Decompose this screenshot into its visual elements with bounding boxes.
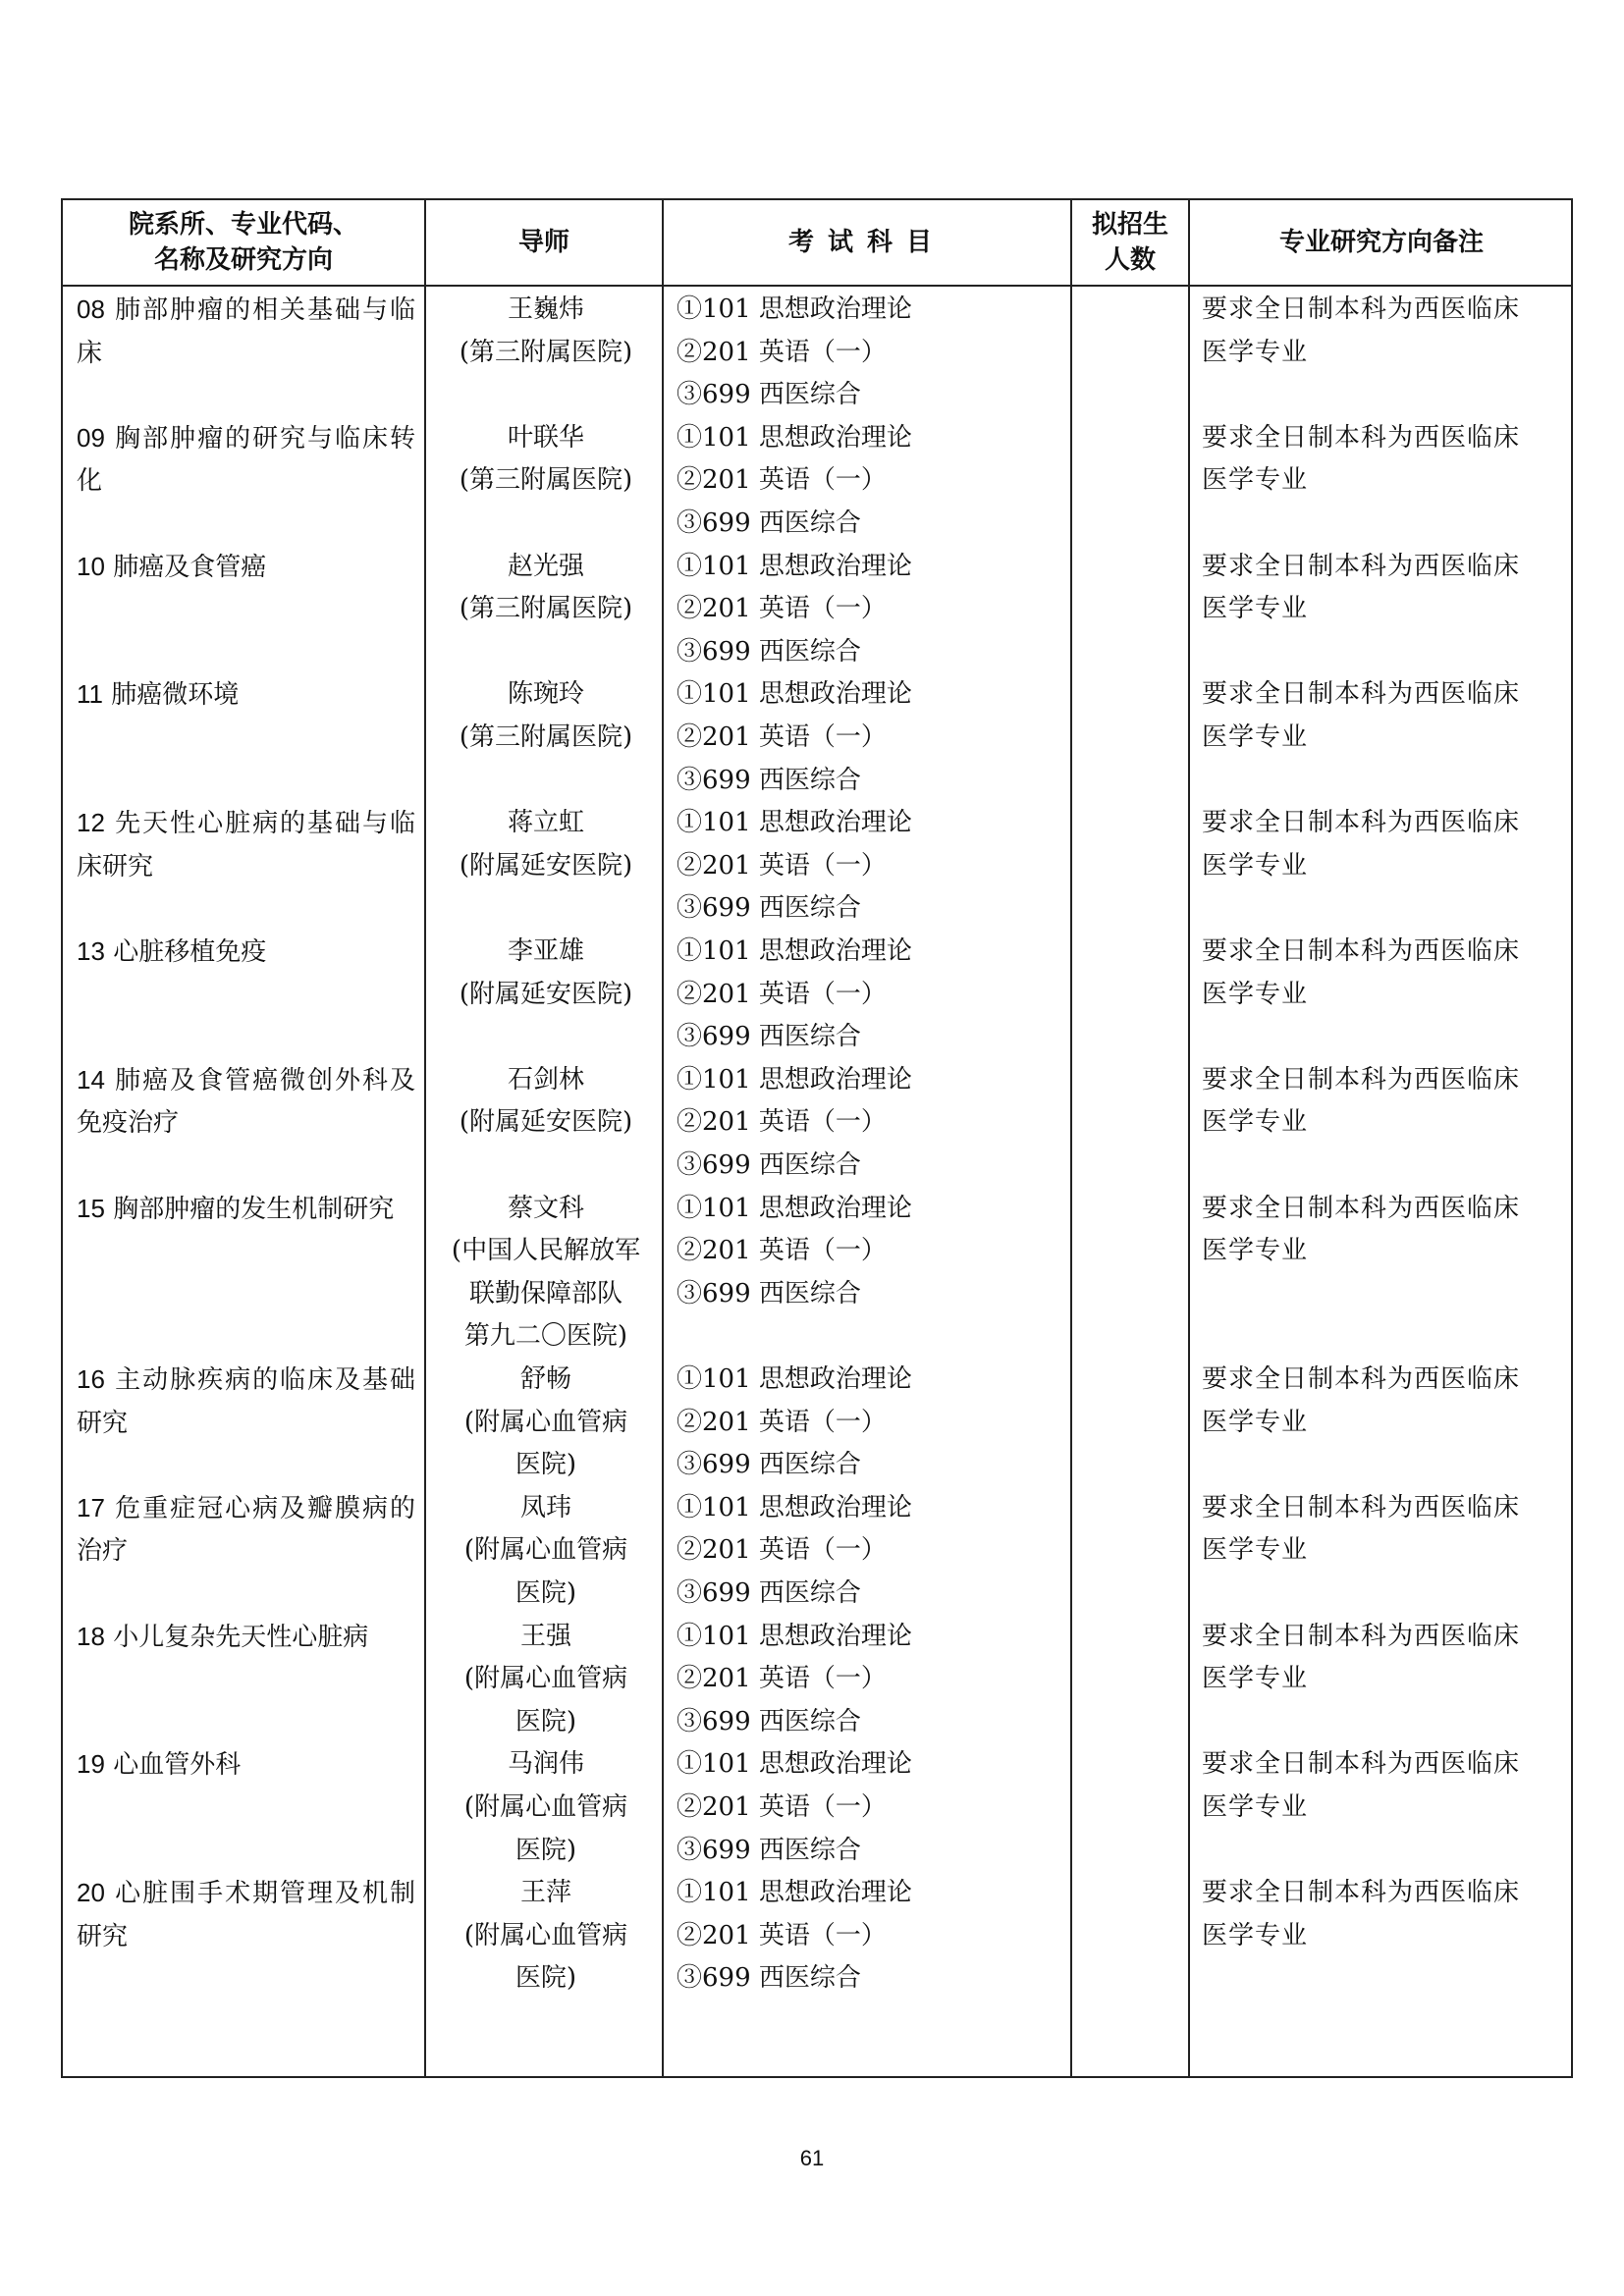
exam-subject: ①101 思想政治理论 [677, 1621, 912, 1651]
direction-code: 11 [77, 679, 103, 710]
exam-subject: ③699 西医综合 [677, 1706, 861, 1736]
page-number: 61 [799, 2146, 825, 2170]
tutor-name: 李亚雄 [507, 936, 584, 966]
exam-subject: ②201 英语（一） [677, 337, 887, 367]
header-quota: 拟招生 人数 [1091, 210, 1168, 275]
exam-subject: ③699 西医综合 [677, 380, 861, 410]
direction-name: 主动脉疾病的临床及基础研究 [77, 1365, 415, 1438]
tutor-affiliation: (附属心血管病 [463, 1407, 628, 1437]
note-line: 要求全日制本科为西医临床 [1202, 679, 1521, 710]
exam-subject: ①101 思想政治理论 [677, 1878, 912, 1908]
note-cell [1202, 931, 1565, 1016]
note-line: 医学专业 [1202, 979, 1309, 1009]
exam-subject: ③699 西医综合 [677, 636, 861, 667]
column-divider [424, 200, 426, 2076]
column-divider [1188, 200, 1190, 2076]
direction-cell [77, 417, 415, 504]
tutor-name: 王萍 [519, 1878, 571, 1908]
note-line: 医学专业 [1202, 1920, 1309, 1950]
note-line: 要求全日制本科为西医临床 [1202, 936, 1521, 966]
direction-name: 肺癌及食管癌微创外科及免疫治疗 [77, 1065, 415, 1139]
exam-subject: ①101 思想政治理论 [677, 1492, 912, 1522]
exam-subject: ②201 英语（一） [677, 1236, 887, 1266]
note-cell [1202, 1059, 1565, 1145]
column-divider [1070, 200, 1072, 2076]
direction-name: 先天性心脏病的基础与临床研究 [77, 809, 415, 881]
header-note: 专业研究方向备注 [1278, 228, 1484, 257]
note-line: 医学专业 [1202, 1664, 1309, 1694]
tutor-cell [428, 417, 664, 503]
exam-subject: ②201 英语（一） [677, 465, 887, 496]
note-line: 医学专业 [1202, 1236, 1309, 1266]
exam-subject: ③699 西医综合 [677, 765, 861, 795]
exam-subject: ③699 西医综合 [677, 1278, 861, 1308]
exam-subject: ②201 英语（一） [677, 1535, 887, 1566]
direction-cell [77, 289, 415, 375]
tutor-cell [428, 1616, 664, 1744]
header-divider [63, 285, 1571, 287]
direction-cell [77, 1616, 415, 1660]
exam-subject: ②201 英语（一） [677, 1920, 887, 1950]
header-direction: 院系所、专业代码、 名称及研究方向 [128, 210, 358, 275]
exam-subject: ③699 西医综合 [677, 1450, 861, 1480]
note-line: 要求全日制本科为西医临床 [1202, 1193, 1521, 1223]
direction-cell [77, 1872, 415, 1958]
exam-cell [677, 1487, 1059, 1616]
note-line: 要求全日制本科为西医临床 [1202, 1878, 1521, 1908]
exam-subject: ①101 思想政治理论 [677, 808, 912, 838]
tutor-name: 舒畅 [519, 1364, 571, 1394]
tutor-cell [428, 1872, 664, 2001]
tutor-affiliation: (附属心血管病 [463, 1664, 628, 1694]
tutor-name: 石剑林 [507, 1064, 584, 1095]
tutor-cell [428, 546, 664, 631]
direction-code: 09 [77, 422, 105, 453]
direction-cell [77, 1188, 415, 1232]
exam-subject: ①101 思想政治理论 [677, 679, 912, 710]
exam-cell [677, 1188, 1059, 1316]
exam-cell [677, 1743, 1059, 1872]
exam-subject: ②201 英语（一） [677, 1107, 887, 1138]
exam-subject: ①101 思想政治理论 [677, 1193, 912, 1223]
note-cell [1202, 1359, 1565, 1444]
tutor-affiliation: (第三附属医院) [459, 465, 633, 496]
exam-subject: ①101 思想政治理论 [677, 1749, 912, 1780]
note-line: 医学专业 [1202, 1407, 1309, 1437]
tutor-affiliation: (附属延安医院) [459, 850, 633, 881]
direction-cell [77, 802, 415, 888]
direction-name: 肺部肿瘤的相关基础与临床 [77, 295, 415, 368]
direction-code: 14 [77, 1064, 105, 1095]
note-line: 要求全日制本科为西医临床 [1202, 1749, 1521, 1780]
note-cell [1202, 417, 1565, 503]
direction-code: 13 [77, 936, 105, 966]
note-line: 要求全日制本科为西医临床 [1202, 551, 1521, 581]
note-line: 要求全日制本科为西医临床 [1202, 1621, 1521, 1651]
note-line: 要求全日制本科为西医临床 [1202, 1064, 1521, 1095]
exam-cell [677, 417, 1059, 546]
tutor-affiliation: 联勤保障部队 [468, 1278, 623, 1308]
exam-subject: ③699 西医综合 [677, 1577, 861, 1608]
exam-subject: ①101 思想政治理论 [677, 1064, 912, 1095]
exam-cell [677, 673, 1059, 802]
note-line: 要求全日制本科为西医临床 [1202, 422, 1521, 453]
note-cell [1202, 1487, 1565, 1573]
tutor-affiliation: 医院) [514, 1450, 577, 1480]
exam-subject: ③699 西医综合 [677, 1835, 861, 1865]
tutor-name: 叶联华 [507, 422, 584, 453]
direction-cell [77, 546, 415, 590]
note-line: 要求全日制本科为西医临床 [1202, 1364, 1521, 1394]
tutor-affiliation: (附属延安医院) [459, 979, 633, 1009]
exam-cell [677, 802, 1059, 931]
exam-subject: ①101 思想政治理论 [677, 936, 912, 966]
tutor-name: 凤玮 [519, 1492, 571, 1522]
tutor-affiliation: 医院) [514, 1963, 577, 1994]
exam-subject: ①101 思想政治理论 [677, 294, 912, 324]
note-cell [1202, 802, 1565, 887]
tutor-affiliation: (附属心血管病 [463, 1791, 628, 1822]
note-line: 要求全日制本科为西医临床 [1202, 1492, 1521, 1522]
direction-name: 心血管外科 [113, 1750, 242, 1781]
note-line: 医学专业 [1202, 721, 1309, 752]
tutor-name: 蔡文科 [507, 1193, 584, 1223]
direction-code: 15 [77, 1193, 105, 1223]
exam-subject: ②201 英语（一） [677, 1664, 887, 1694]
tutor-name: 蒋立虹 [507, 808, 584, 838]
note-line: 医学专业 [1202, 337, 1309, 367]
exam-subject: ②201 英语（一） [677, 721, 887, 752]
direction-cell [77, 931, 415, 975]
tutor-name: 赵光强 [507, 551, 584, 581]
note-line: 医学专业 [1202, 465, 1309, 496]
tutor-affiliation: 医院) [514, 1835, 577, 1865]
tutor-affiliation: 医院) [514, 1706, 577, 1736]
note-cell [1202, 1616, 1565, 1701]
direction-cell [77, 673, 415, 718]
exam-subject: ②201 英语（一） [677, 594, 887, 624]
exam-cell [677, 931, 1059, 1059]
note-cell [1202, 1872, 1565, 1957]
exam-subject: ①101 思想政治理论 [677, 1364, 912, 1394]
exam-cell [677, 1359, 1059, 1487]
exam-subject: ③699 西医综合 [677, 1022, 861, 1052]
direction-code: 10 [77, 551, 105, 581]
tutor-cell [428, 931, 664, 1016]
direction-code: 19 [77, 1749, 105, 1780]
note-line: 医学专业 [1202, 1791, 1309, 1822]
exam-cell [677, 289, 1059, 417]
tutor-cell [428, 802, 664, 887]
tutor-name: 王巍炜 [507, 294, 584, 324]
tutor-cell [428, 673, 664, 759]
direction-cell [77, 1359, 415, 1445]
tutor-affiliation: (中国人民解放军 [451, 1236, 641, 1266]
tutor-cell [428, 1059, 664, 1145]
note-cell [1202, 1188, 1565, 1273]
exam-subject: ②201 英语（一） [677, 979, 887, 1009]
tutor-cell [428, 1359, 664, 1487]
tutor-affiliation: (附属心血管病 [463, 1535, 628, 1566]
direction-code: 12 [77, 808, 105, 838]
tutor-affiliation: 医院) [514, 1577, 577, 1608]
tutor-cell [428, 289, 664, 374]
note-line: 要求全日制本科为西医临床 [1202, 808, 1521, 838]
note-line: 医学专业 [1202, 1535, 1309, 1566]
tutor-affiliation: (第三附属医院) [459, 594, 633, 624]
exam-subject: ①101 思想政治理论 [677, 551, 912, 581]
tutor-affiliation: (附属心血管病 [463, 1920, 628, 1950]
exam-cell [677, 1872, 1059, 2001]
note-cell [1202, 673, 1565, 759]
note-line: 医学专业 [1202, 594, 1309, 624]
direction-name: 肺癌微环境 [111, 680, 240, 711]
tutor-affiliation: (附属延安医院) [459, 1107, 633, 1138]
exam-cell [677, 546, 1059, 674]
direction-name: 心脏围手术期管理及机制研究 [77, 1879, 415, 1951]
direction-name: 胸部肿瘤的发生机制研究 [113, 1194, 395, 1224]
admissions-table [61, 198, 1573, 2078]
note-line: 要求全日制本科为西医临床 [1202, 294, 1521, 324]
direction-name: 胸部肿瘤的研究与临床转化 [77, 423, 415, 497]
tutor-cell [428, 1487, 664, 1616]
exam-cell [677, 1059, 1059, 1188]
direction-code: 08 [77, 294, 105, 324]
exam-subject: ③699 西医综合 [677, 1149, 861, 1180]
exam-cell [677, 1616, 1059, 1744]
exam-subject: ③699 西医综合 [677, 507, 861, 538]
direction-code: 16 [77, 1364, 105, 1394]
tutor-name: 马润伟 [507, 1749, 584, 1780]
note-line: 医学专业 [1202, 1107, 1309, 1138]
direction-code: 18 [77, 1621, 105, 1651]
exam-subject: ③699 西医综合 [677, 1963, 861, 1994]
direction-cell [77, 1487, 415, 1574]
tutor-affiliation: 第九二〇医院) [463, 1321, 628, 1352]
exam-subject: ①101 思想政治理论 [677, 422, 912, 453]
direction-name: 肺癌及食管癌 [113, 552, 267, 582]
direction-name: 心脏移植免疫 [113, 937, 267, 967]
tutor-name: 陈琬玲 [507, 679, 584, 710]
direction-cell [77, 1059, 415, 1146]
note-cell [1202, 1743, 1565, 1829]
exam-subject: ②201 英语（一） [677, 850, 887, 881]
exam-subject: ③699 西医综合 [677, 893, 861, 924]
tutor-affiliation: (第三附属医院) [459, 337, 633, 367]
header-exam: 考试科目 [787, 228, 946, 257]
exam-subject: ②201 英语（一） [677, 1791, 887, 1822]
note-cell [1202, 546, 1565, 631]
tutor-cell [428, 1743, 664, 1872]
direction-cell [77, 1743, 415, 1788]
tutor-affiliation: (第三附属医院) [459, 721, 633, 752]
tutor-name: 王强 [519, 1621, 571, 1651]
direction-name: 小儿复杂先天性心脏病 [113, 1622, 369, 1652]
direction-code: 20 [77, 1878, 105, 1908]
direction-name: 危重症冠心病及瓣膜病的治疗 [77, 1493, 415, 1567]
note-cell [1202, 289, 1565, 374]
exam-subject: ②201 英语（一） [677, 1407, 887, 1437]
direction-code: 17 [77, 1492, 105, 1522]
note-line: 医学专业 [1202, 850, 1309, 881]
header-tutor: 导师 [517, 228, 569, 257]
tutor-cell [428, 1188, 664, 1359]
